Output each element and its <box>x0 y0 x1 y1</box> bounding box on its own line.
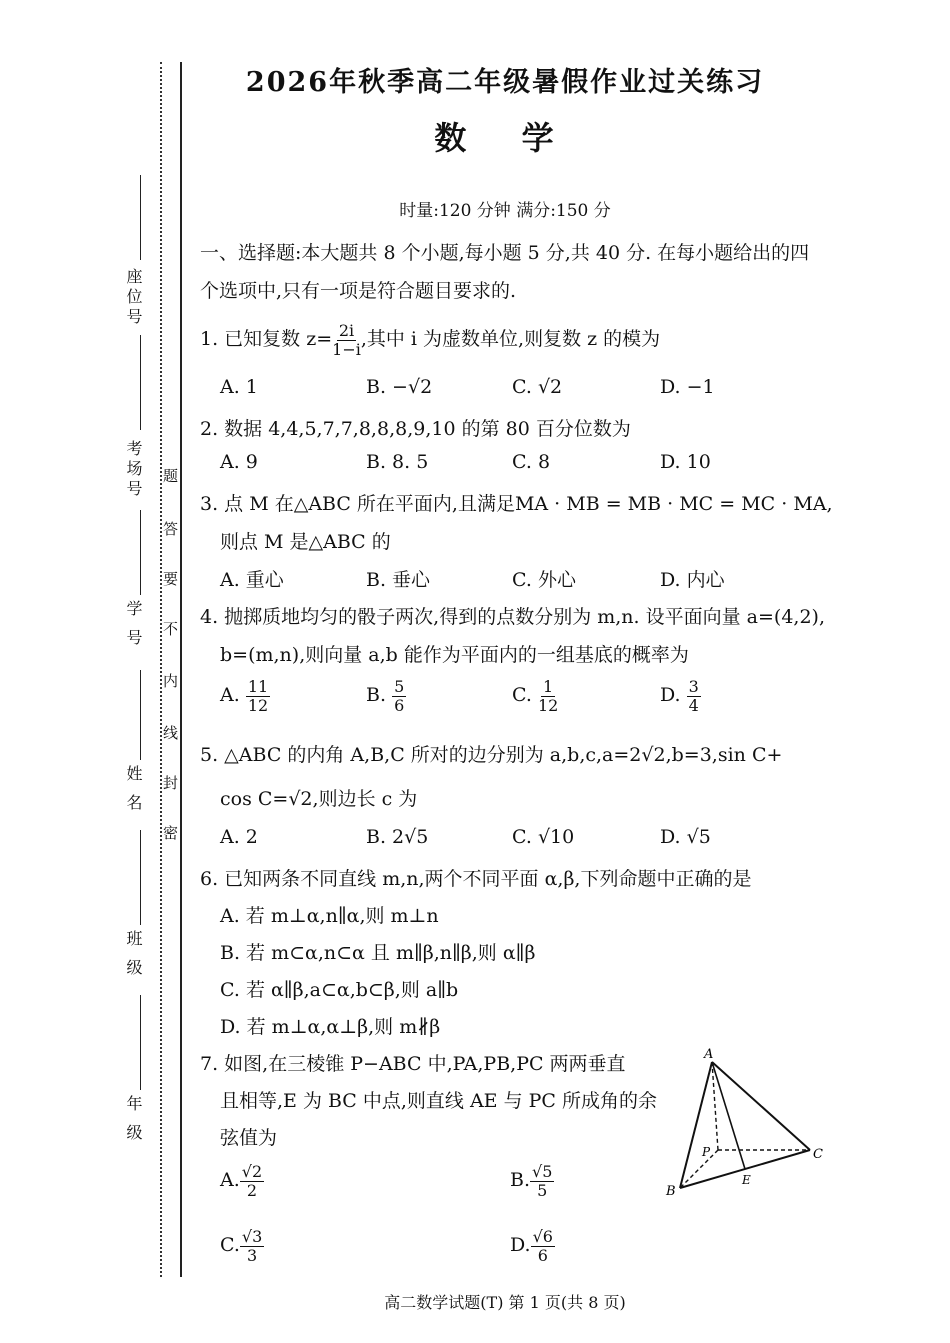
option-c[interactable]: C. 外心 <box>512 569 576 591</box>
subject-title: 数 学 <box>434 119 576 157</box>
option-b[interactable]: B. 8. 5 <box>366 451 429 473</box>
option-a[interactable]: A. $\frac{√2}{2}$ <box>220 1162 263 1200</box>
fraction: $\frac{3}{4}$ <box>688 677 699 715</box>
option-b[interactable]: B. 若 m⊂α,n⊂α 且 m∥β,n∥β,则 α∥β <box>220 942 536 964</box>
class-label: 班 级 <box>124 930 143 980</box>
label-p: P <box>702 1145 711 1159</box>
option-a[interactable]: A. 若 m⊥α,n∥α,则 m⊥n <box>220 905 439 927</box>
option-b[interactable]: B. −√2 <box>366 376 433 398</box>
option-b[interactable]: B. 2√5 <box>366 826 429 848</box>
student-id-field[interactable] <box>140 510 141 595</box>
label-a: A <box>704 1047 714 1062</box>
question-1: 1. 已知复数 z= $\frac{2i}{1-i}$ ,其中 i 为虚数单位,则复数 z 的模为 <box>200 321 661 359</box>
fraction: $\frac{2i}{1-i}$ <box>332 321 361 359</box>
question-7-cont: 且相等,E 为 BC 中点,则直线 AE 与 PC 所成角的余 <box>220 1090 657 1112</box>
option-d[interactable]: D. 内心 <box>660 569 725 591</box>
seal-notice-char: 题 <box>163 467 179 485</box>
section-heading-cont: 个选项中,只有一项是符合题目要求的. <box>200 280 517 302</box>
fraction: $\frac{5}{6}$ <box>394 677 405 715</box>
question-3-cont: 则点 M 是△ABC 的 <box>220 531 391 553</box>
option-a[interactable]: A. 2 <box>220 826 258 848</box>
question-2: 2. 数据 4,4,5,7,7,8,8,8,9,10 的第 80 百分位数为 <box>200 418 631 440</box>
option-a[interactable]: A. $\frac{11}{12}$ <box>220 677 269 715</box>
option-a[interactable]: A. 重心 <box>220 569 284 591</box>
fraction: $\frac{√5}{5}$ <box>532 1162 553 1200</box>
option-d[interactable]: D. −1 <box>660 376 715 398</box>
fraction: $\frac{√2}{2}$ <box>241 1162 263 1200</box>
option-c[interactable]: C. √2 <box>512 376 563 398</box>
question-7: 7. 如图,在三棱锥 P−ABC 中,PA,PB,PC 两两垂直 <box>200 1053 626 1075</box>
option-c[interactable]: C. $\frac{√3}{3}$ <box>220 1227 263 1265</box>
label-e: E <box>742 1173 751 1187</box>
seal-notice-char: 线 <box>163 724 179 742</box>
fraction: $\frac{√3}{3}$ <box>241 1227 263 1265</box>
seal-notice-char: 答 <box>163 520 179 538</box>
label-c: C <box>813 1147 823 1162</box>
seal-notice-char: 封 <box>163 774 179 792</box>
question-5-cont: cos C=√2,则边长 c 为 <box>220 788 418 810</box>
name-field[interactable] <box>140 670 141 760</box>
edge-ap <box>712 1062 718 1150</box>
section-heading: 一、选择题:本大题共 8 个小题,每小题 5 分,共 40 分. 在每小题给出的四 <box>200 242 810 264</box>
grade-field[interactable] <box>140 995 141 1090</box>
option-c[interactable]: C. √10 <box>512 826 575 848</box>
seal-dotted-line <box>160 62 162 1277</box>
option-b[interactable]: B. $\frac{5}{6}$ <box>366 677 405 715</box>
question-5: 5. △ABC 的内角 A,B,C 所对的边分别为 a,b,c,a=2√2,b=3,sin C+ <box>200 744 783 766</box>
edge-ac <box>712 1062 810 1150</box>
class-field[interactable] <box>140 830 141 925</box>
question-4-cont: b=(m,n),则向量 a,b 能作为平面内的一组基底的概率为 <box>220 644 689 666</box>
fraction: $\frac{1}{12}$ <box>537 677 559 715</box>
seal-notice-char: 要 <box>163 570 179 588</box>
seal-notice-char: 不 <box>163 620 179 638</box>
page-footer: 高二数学试题(T) 第 1 页(共 8 页) <box>384 1293 626 1312</box>
option-c[interactable]: C. $\frac{1}{12}$ <box>512 677 559 715</box>
option-d[interactable]: D. $\frac{3}{4}$ <box>660 677 699 715</box>
exam-title: 2026年秋季高二年级暑假作业过关练习 <box>245 67 765 98</box>
question-6: 6. 已知两条不同直线 m,n,两个不同平面 α,β,下列命题中正确的是 <box>200 868 752 890</box>
option-d[interactable]: D. $\frac{√6}{6}$ <box>510 1227 553 1265</box>
option-b[interactable]: B. $\frac{√5}{5}$ <box>510 1162 553 1200</box>
option-d[interactable]: D. 10 <box>660 451 711 473</box>
exam-room-label: 考场号 <box>124 440 143 500</box>
question-3: 3. 点 M 在△ABC 所在平面内,且满足MA · MB = MB · MC = MC · MA, <box>200 493 833 515</box>
student-id-label: 学 号 <box>124 600 143 650</box>
edge-ab <box>680 1062 712 1188</box>
fraction: $\frac{11}{12}$ <box>247 677 269 715</box>
seal-notice-char: 密 <box>163 824 179 842</box>
seat-number-label: 座位号 <box>124 268 143 328</box>
option-b[interactable]: B. 垂心 <box>366 569 431 591</box>
seal-solid-line <box>180 62 182 1277</box>
option-a[interactable]: A. 9 <box>220 451 258 473</box>
exam-meta: 时量:120 分钟 满分:150 分 <box>399 201 611 221</box>
option-d[interactable]: D. √5 <box>660 826 711 848</box>
question-7-cont: 弦值为 <box>220 1127 278 1149</box>
seal-notice-char: 内 <box>163 672 179 690</box>
question-4: 4. 抛掷质地均匀的骰子两次,得到的点数分别为 m,n. 设平面向量 a=(4,2), <box>200 606 825 628</box>
fraction: $\frac{√6}{6}$ <box>532 1227 553 1265</box>
option-a[interactable]: A. 1 <box>220 376 258 398</box>
option-c[interactable]: C. 8 <box>512 451 551 473</box>
exam-room-field[interactable] <box>140 335 141 430</box>
label-b: B <box>666 1184 676 1199</box>
option-d[interactable]: D. 若 m⊥α,α⊥β,则 m∦β <box>220 1016 441 1038</box>
grade-label: 年 级 <box>124 1095 143 1145</box>
option-c[interactable]: C. 若 α∥β,a⊂α,b⊂β,则 a∥b <box>220 979 459 1001</box>
tetrahedron-figure <box>660 1040 830 1200</box>
name-label: 姓 名 <box>124 765 143 815</box>
